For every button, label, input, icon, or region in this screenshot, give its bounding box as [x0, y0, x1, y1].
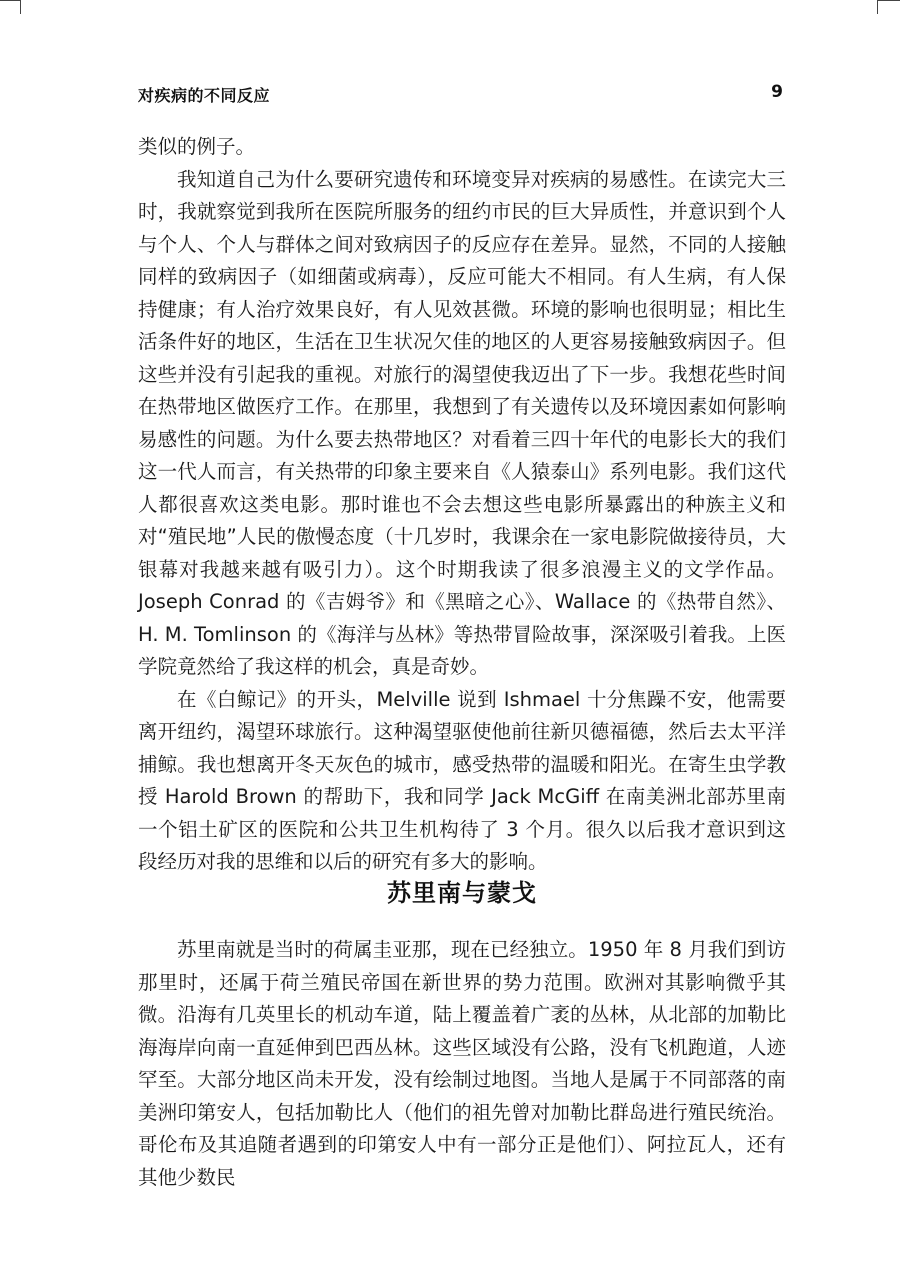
paragraph: 类似的例子。 — [138, 135, 256, 158]
paragraph: 苏里南就是当时的荷属圭亚那，现在已经独立。1950 年 8 月我们到访那里时，还属于荷兰殖民帝国在新世界的势力范围。欧洲对其影响微乎其微。沿海有几英里长的机动车道，陆上覆盖着广袤的丛林，从北部的加勒比海海岸向南一直延伸到巴西丛林。这些区域没有公路，没有飞机跑道，人迹罕至。大部分地区尚未开发，没有绘制过地图。当地人是属于不同部落的南美洲印第安人，包括加勒比人（他们的祖先曾对加勒比群岛进行殖民统治。哥伦布及其追随者遇到的印第安人中有一部分正是他们）、阿拉瓦人，还有其他少数民 — [138, 938, 786, 1189]
section-heading: 苏里南与蒙戈 — [387, 879, 537, 907]
page-number: 9 — [771, 82, 783, 102]
section-text-block — [138, 934, 786, 1194]
crop-mark — [878, 0, 900, 1]
running-head-title: 对疾病的不同反应 — [138, 86, 271, 105]
crop-mark — [20, 0, 21, 14]
crop-mark — [0, 0, 20, 1]
crop-mark — [877, 0, 878, 14]
paragraph: 我知道自己为什么要研究遗传和环境变异对疾病的易感性。在读完大三时，我就察觉到我所在医院所服务的纽约市民的巨大异质性，并意识到个人与个人、个人与群体之间对致病因子的反应存在差异。显然，不同的人接触同样的致病因子（如细菌或病毒），反应可能大不相同。有人生病，有人保持健康；有人治疗效果良好，有人见效甚微。环境的影响也很明显；相比生活条件好的地区，生活在卫生状况欠佳的地区的人更容易接触致病因子。但这些并没有引起我的重视。对旅行的渴望使我迈出了下一步。我想花些时间在热带地区做医疗工作。在那里，我想到了有关遗传以及环境因素如何影响易感性的问题。为什么要去热带地区？对看着三四十年代的电影长大的我们这一代人而言，有关热带的印象主要来自《人猿泰山》系列电影。我们这代人都很喜欢这类电影。那时谁也不会去想这些电影所暴露出的种族主义和对“殖民地”人民的傲慢态度（十几岁时，我课余在一家电影院做接待员，大银幕对我越来越有吸引力）。这个时期我读了很多浪漫主义的文学作品。Joseph Conrad 的《吉姆爷》和《黑暗之心》、Wallace 的《热带自然》、H. M. Tomlinson 的《海洋与丛林》等热带冒险故事，深深吸引着我。上医学院竟然给了我这样的机会，真是奇妙。 — [138, 167, 786, 678]
paragraph: 在《白鲸记》的开头，Melville 说到 Ishmael 十分焦躁不安，他需要离开纽约，渴望环球旅行。这种渴望驱使他前往新贝德福德，然后去太平洋捕鲸。我也想离开冬天灰色的城市，感受热带的温暖和阳光。在寄生虫学教授 Harold Brown 的帮助下，我和同学 Jack McGiff 在南美洲北部苏里南一个铝土矿区的医院和公共卫生机构待了 3 个月。很久以后我才意识到这段经历对我的思维和以后的研究有多大的影响。 — [138, 687, 786, 873]
main-text-block — [138, 131, 786, 879]
